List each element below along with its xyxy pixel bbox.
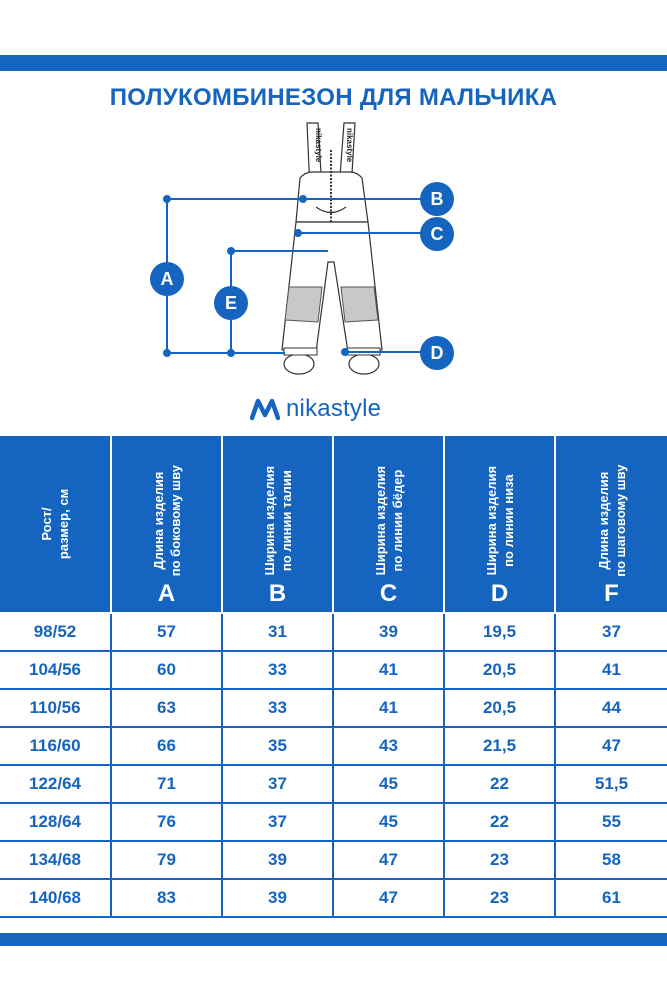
measurement-cell: 31	[222, 613, 333, 651]
measurement-cell: 45	[333, 803, 444, 841]
table-row	[0, 765, 667, 803]
size-cell: 116/60	[0, 727, 111, 765]
measurement-cell: 63	[111, 689, 222, 727]
measurement-cell: 58	[555, 841, 667, 879]
measurement-cell: 33	[222, 651, 333, 689]
bottom-accent-bar	[0, 933, 667, 946]
header-label: Ширина изделия по линии талии	[261, 465, 294, 576]
measurement-cell: 47	[333, 879, 444, 917]
table-header-cell	[333, 436, 444, 613]
size-cell: 128/64	[0, 803, 111, 841]
measurement-diagram	[0, 115, 667, 385]
dot	[228, 248, 234, 254]
measurement-cell: 57	[111, 613, 222, 651]
measurement-cell: 22	[444, 803, 555, 841]
knee-patch-left	[285, 287, 322, 322]
measurement-cell: 79	[111, 841, 222, 879]
measurement-cell: 39	[333, 613, 444, 651]
label-b	[420, 182, 454, 216]
measurement-cell: 37	[222, 765, 333, 803]
page-title: ПОЛУКОМБИНЕЗОН ДЛЯ МАЛЬЧИКА	[109, 84, 558, 111]
header-label: Длина изделия по шаговому шву	[595, 464, 628, 577]
header-label: Ширина изделия по линии бёдер	[372, 465, 405, 576]
header-letter: D	[490, 580, 509, 607]
label-c	[420, 217, 454, 251]
measurement-cell: 71	[111, 765, 222, 803]
boot-left	[284, 354, 314, 374]
measurement-cell: 21,5	[444, 727, 555, 765]
label-a	[150, 262, 184, 296]
strap-left-print: nikastyle	[314, 128, 323, 163]
measurement-cell: 83	[111, 879, 222, 917]
header-letter: C	[379, 580, 398, 607]
dot	[300, 196, 306, 202]
measurement-cell: 61	[555, 879, 667, 917]
table-row	[0, 613, 667, 651]
table-header-cell	[444, 436, 555, 613]
table-row	[0, 727, 667, 765]
header-label: Рост/ размер, см	[39, 488, 71, 560]
measurement-cell: 51,5	[555, 765, 667, 803]
measurement-cell: 23	[444, 841, 555, 879]
table-row	[0, 841, 667, 879]
measurement-cell: 55	[555, 803, 667, 841]
size-cell: 134/68	[0, 841, 111, 879]
brand-name: nikastyle	[286, 395, 382, 422]
measurement-cell: 76	[111, 803, 222, 841]
measurement-cell: 39	[222, 841, 333, 879]
size-table	[0, 436, 667, 918]
measurement-cell: 37	[222, 803, 333, 841]
header-letter: B	[268, 580, 287, 607]
strap-right-print: nikastyle	[345, 128, 354, 163]
measurement-cell: 23	[444, 879, 555, 917]
measurement-cell: 39	[222, 879, 333, 917]
svg-text:A: A	[160, 269, 174, 289]
size-cell: 140/68	[0, 879, 111, 917]
label-d	[420, 336, 454, 370]
cuff-left	[284, 348, 317, 355]
svg-text:E: E	[224, 293, 238, 313]
table-row	[0, 879, 667, 917]
measurement-cell: 19,5	[444, 613, 555, 651]
measurement-cell: 35	[222, 727, 333, 765]
measurement-cell: 60	[111, 651, 222, 689]
measurement-cell: 22	[444, 765, 555, 803]
size-cell: 98/52	[0, 613, 111, 651]
dot	[164, 350, 170, 356]
measurement-cell: 20,5	[444, 689, 555, 727]
table-header-cell	[111, 436, 222, 613]
table-header-row	[0, 436, 667, 613]
boot-right	[349, 354, 379, 374]
header-label: Длина изделия по боковому шву	[150, 464, 183, 577]
dot	[228, 350, 234, 356]
measurement-cell: 41	[333, 689, 444, 727]
size-cell: 104/56	[0, 651, 111, 689]
svg-text:B: B	[430, 189, 444, 209]
svg-text:D: D	[430, 343, 444, 363]
dot	[164, 196, 170, 202]
nikastyle-logo-icon	[250, 396, 280, 422]
measurement-cell: 43	[333, 727, 444, 765]
measurement-cell: 33	[222, 689, 333, 727]
size-cell: 110/56	[0, 689, 111, 727]
measurement-cell: 37	[555, 613, 667, 651]
header-letter: F	[604, 580, 619, 607]
top-accent-bar	[0, 55, 667, 71]
measurement-cell: 44	[555, 689, 667, 727]
dot	[342, 349, 348, 355]
size-cell: 122/64	[0, 765, 111, 803]
label-e	[214, 286, 248, 320]
measurement-cell: 20,5	[444, 651, 555, 689]
dot	[295, 230, 301, 236]
measurement-cell: 45	[333, 765, 444, 803]
table-header-cell	[555, 436, 667, 613]
measurement-cell: 41	[333, 651, 444, 689]
table-body	[0, 613, 667, 917]
measurement-cell: 66	[111, 727, 222, 765]
knee-patch-right	[341, 287, 378, 322]
brand-logo	[250, 393, 381, 425]
table-header-cell	[0, 436, 111, 613]
svg-text:C: C	[430, 224, 444, 244]
table-header-cell	[222, 436, 333, 613]
table-row	[0, 803, 667, 841]
measurement-cell: 41	[555, 651, 667, 689]
header-label: Ширина изделия по линии низа	[483, 465, 516, 576]
measurement-cell: 47	[555, 727, 667, 765]
measurement-cell: 47	[333, 841, 444, 879]
table-row	[0, 689, 667, 727]
table-row	[0, 651, 667, 689]
header-letter: A	[157, 580, 176, 607]
